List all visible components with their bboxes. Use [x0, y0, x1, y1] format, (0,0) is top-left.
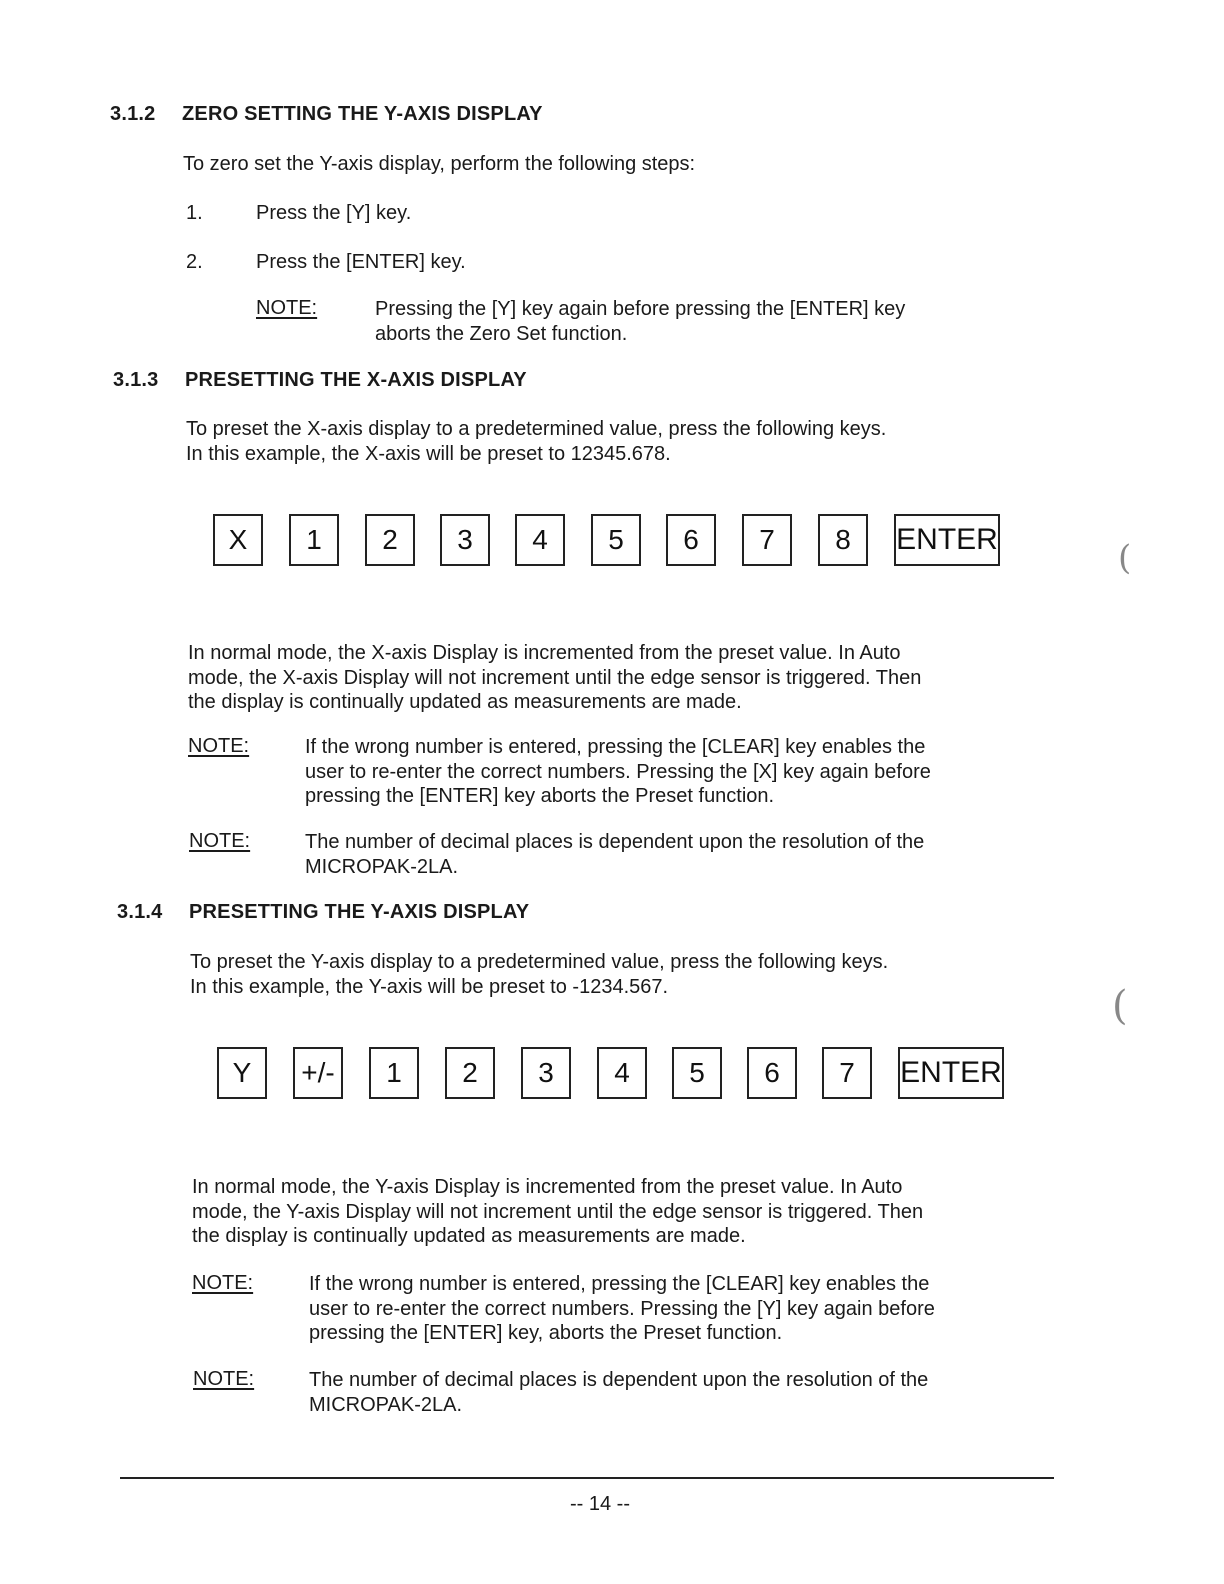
key-plus-minus: +/- [293, 1047, 343, 1099]
key-3: 3 [440, 514, 490, 566]
key-enter: ENTER [898, 1047, 1004, 1099]
section-313-note1-text [305, 735, 931, 809]
note-line: user to re-enter the correct numbers. Pressing the [Y] key again before [309, 1297, 935, 1320]
section-313-note1-label: NOTE: [188, 735, 250, 757]
key-2: 2 [365, 514, 415, 566]
section-312-note-label: NOTE: [256, 297, 318, 319]
section-312-number: 3.1.2 [110, 103, 156, 125]
intro-line: In this example, the X-axis will be preset to 12345.678. [186, 442, 671, 465]
key-3: 3 [521, 1047, 571, 1099]
section-313-title: PRESETTING THE X-AXIS DISPLAY [185, 369, 527, 391]
body-line: mode, the X-axis Display will not increment until the edge sensor is triggered. Then [188, 666, 922, 689]
section-312-title: ZERO SETTING THE Y-AXIS DISPLAY [182, 103, 543, 125]
note-line: Pressing the [Y] key again before pressing the [ENTER] key [375, 298, 906, 320]
note-line: user to re-enter the correct numbers. Pressing the [X] key again before [305, 760, 931, 783]
section-312-heading [110, 103, 543, 126]
section-314-note1-text [309, 1272, 935, 1346]
note-line: If the wrong number is entered, pressing the [CLEAR] key enables the [309, 1273, 930, 1295]
section-313-intro [186, 417, 886, 466]
section-314-body [192, 1175, 923, 1249]
key-x: X [213, 514, 263, 566]
note-line: The number of decimal places is dependent upon the resolution of the [309, 1369, 929, 1391]
section-313-heading [113, 369, 527, 392]
intro-line: In this example, the Y-axis will be preset to -1234.567. [190, 975, 669, 998]
y-preset-key-sequence [217, 1047, 1004, 1101]
body-line: In normal mode, the Y-axis Display is incremented from the preset value. In Auto [192, 1176, 903, 1198]
step-1-number: 1. [186, 202, 203, 224]
section-312-intro: To zero set the Y-axis display, perform the following steps: [183, 153, 696, 175]
section-313-note2-text [305, 830, 924, 879]
note-line: The number of decimal places is dependent upon the resolution of the [305, 831, 925, 853]
section-314-heading [117, 901, 529, 924]
key-5: 5 [591, 514, 641, 566]
section-314-note2-label: NOTE: [193, 1368, 255, 1390]
note-line: pressing the [ENTER] key aborts the Preset function. [305, 785, 775, 807]
key-2: 2 [445, 1047, 495, 1099]
body-line: the display is continually updated as measurements are made. [192, 1225, 746, 1247]
key-1: 1 [369, 1047, 419, 1099]
step-1-text: Press the [Y] key. [256, 202, 412, 224]
x-preset-key-sequence [213, 514, 1000, 568]
section-314-note2-text [309, 1368, 928, 1417]
key-y: Y [217, 1047, 267, 1099]
note-line: If the wrong number is entered, pressing the [CLEAR] key enables the [305, 736, 926, 758]
section-312-note-text [375, 297, 905, 346]
section-313-note2-label: NOTE: [189, 830, 251, 852]
body-line: mode, the Y-axis Display will not increment until the edge sensor is triggered. Then [192, 1200, 924, 1223]
key-1: 1 [289, 514, 339, 566]
key-7: 7 [822, 1047, 872, 1099]
key-8: 8 [818, 514, 868, 566]
key-6: 6 [747, 1047, 797, 1099]
section-313-body [188, 641, 921, 715]
key-7: 7 [742, 514, 792, 566]
key-enter: ENTER [894, 514, 1000, 566]
note-line: MICROPAK-2LA. [305, 855, 458, 878]
page-number: -- 14 -- [570, 1493, 630, 1515]
note-line: MICROPAK-2LA. [309, 1393, 462, 1416]
key-6: 6 [666, 514, 716, 566]
section-314-title: PRESETTING THE Y-AXIS DISPLAY [189, 901, 530, 923]
intro-line: To preset the Y-axis display to a predetermined value, press the following keys. [190, 951, 889, 973]
binder-hole-mark: ( [1112, 983, 1128, 1029]
step-2-text: Press the [ENTER] key. [256, 251, 466, 273]
key-5: 5 [672, 1047, 722, 1099]
binder-hole-mark: ( [1118, 538, 1132, 578]
note-line: aborts the Zero Set function. [375, 322, 628, 345]
key-4: 4 [597, 1047, 647, 1099]
footer-rule [120, 1477, 1054, 1479]
section-313-number: 3.1.3 [113, 369, 159, 391]
section-314-number: 3.1.4 [117, 901, 163, 923]
intro-line: To preset the X-axis display to a predetermined value, press the following keys. [186, 418, 887, 440]
body-line: the display is continually updated as measurements are made. [188, 691, 742, 713]
body-line: In normal mode, the X-axis Display is incremented from the preset value. In Auto [188, 642, 901, 664]
step-2-number: 2. [186, 251, 203, 273]
key-4: 4 [515, 514, 565, 566]
section-314-intro [190, 950, 888, 999]
note-line: pressing the [ENTER] key, aborts the Preset function. [309, 1322, 783, 1344]
section-314-note1-label: NOTE: [192, 1272, 254, 1294]
